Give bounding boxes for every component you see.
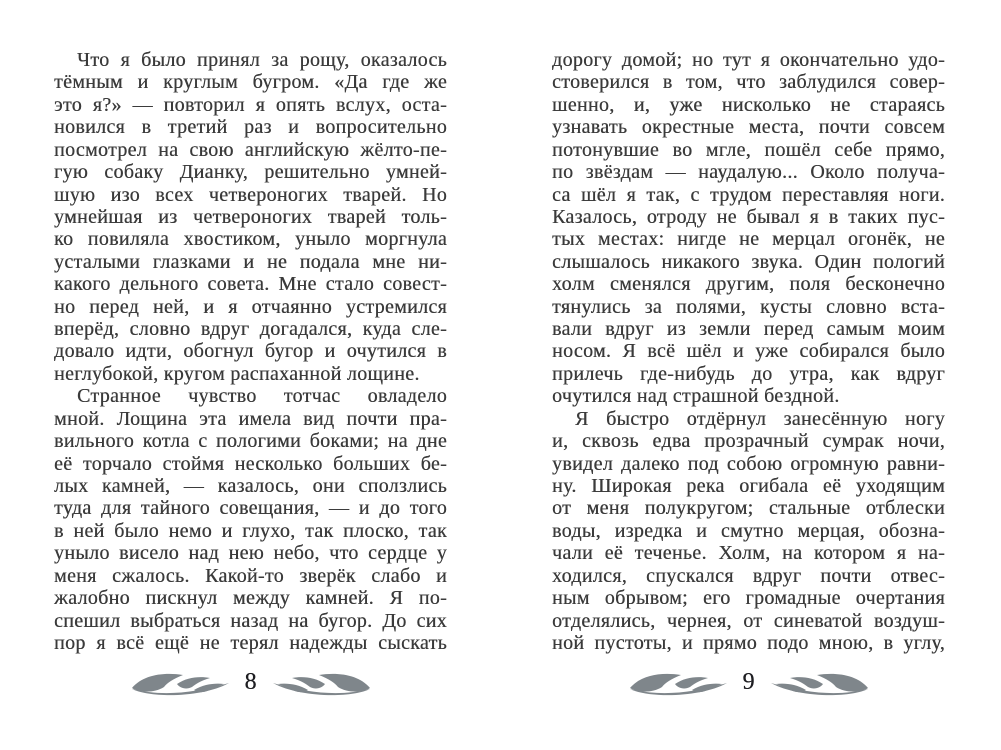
text-line: ко повиляла хвостиком, уныло моргнула [54, 228, 447, 251]
book-page-right [552, 0, 945, 750]
text-line: вильного котла с пологими боками; на дне [54, 430, 447, 453]
text-line: Что я было принял за рощу, оказалось [77, 49, 447, 71]
text-line: дорогу домой; но тут я окончательно удо- [552, 49, 945, 71]
text-line: спешил выбраться назад на бугор. До сих [54, 609, 447, 632]
text-line: это я?» — повторил я опять вслух, оста- [54, 93, 447, 116]
text-line: прилечь где-нибудь до утра, как вдруг [552, 362, 945, 385]
text-line: жалобно пискнул между камней. Я по- [54, 587, 447, 610]
text-line: новился в третий раз и вопросительно [54, 116, 447, 139]
page-footer-left [54, 664, 447, 704]
book-page-left [54, 0, 447, 750]
text-line: ну. Широкая река огибала её уходящим [552, 475, 945, 498]
text-line: шую изо всех четвероногих тварей. Но [54, 183, 447, 206]
text-line: вперёд, словно вдруг догадался, куда сле- [54, 318, 447, 341]
text-line: в ней было немо и глухо, так плоско, так [54, 519, 447, 542]
text-line: пор я всё ещё не терял надежды сыскать [54, 631, 447, 654]
text-line: усталыми глазками и не подала мне ни- [54, 250, 447, 273]
text-line: увидел далеко под собою огромную равни- [552, 452, 945, 475]
text-line: лых камней, — казалось, они сползлись [54, 475, 447, 498]
text-line: тёмным и круглым бугром. «Да где же [54, 71, 447, 94]
page-number-right: 9 [742, 669, 755, 695]
flourish-left-icon [628, 671, 730, 697]
text-line: довало идти, обогнул бугор и очутился в [54, 340, 447, 363]
text-line: ной пустоты, и прямо подо мною, в углу, [552, 631, 945, 654]
flourish-right-icon [270, 671, 372, 697]
text-line: стоверился в том, что заблудился совер- [552, 71, 945, 94]
text-line: меня сжалось. Какой-то зверёк слабо и [54, 564, 447, 587]
text-line: ходился, спускался вдруг почти отвес- [552, 564, 945, 587]
page-text-left [54, 49, 447, 654]
text-line: очутился над страшной бездной. [552, 385, 840, 408]
text-line: отделялись, чернея, от синеватой воздуш- [552, 609, 945, 632]
page-footer-right [552, 664, 945, 704]
text-line: тянулись за полями, кусты словно вста- [552, 295, 945, 318]
text-line: но перед ней, и я отчаянно устремился [54, 295, 447, 318]
text-line: туда для тайного совещания, — и до того [54, 497, 447, 520]
page-number-left: 8 [244, 669, 257, 695]
page-text-right [552, 49, 945, 654]
text-line: са шёл я так, с трудом переставляя ноги. [552, 183, 945, 206]
text-line: чали её теченье. Холм, на котором я на- [552, 542, 945, 565]
text-line: и, сквозь едва прозрачный сумрак ночи, [552, 430, 945, 453]
text-line: носом. Я всё шёл и уже собирался было [552, 340, 945, 363]
text-line: по звёздам — наудалую... Около получа- [552, 161, 945, 184]
text-line: Казалось, отроду не бывал я в таких пус- [552, 205, 945, 228]
text-line: её торчало стоймя несколько больших бе- [54, 452, 447, 475]
text-line: какого дельного совета. Мне стало совест- [54, 273, 447, 296]
text-line: уныло висело над нею небо, что сердце у [54, 542, 447, 565]
text-line: слышалось никакого звука. Один пологий [552, 250, 945, 273]
text-line: узнавать окрестные места, почти совсем [552, 116, 945, 139]
text-line: мной. Лощина эта имела вид почти пра- [54, 407, 447, 430]
text-line: неглубокой, кругом распаханной лощине. [54, 362, 420, 385]
flourish-right-icon [768, 671, 870, 697]
text-line: умнейшая из четвероногих тварей толь- [54, 205, 447, 228]
text-line: от меня полукругом; стальные отблески [552, 497, 945, 520]
text-line: холм сменялся другим, поля бесконечно [552, 273, 945, 296]
text-line: тых местах: нигде не мерцал огонёк, не [552, 228, 945, 251]
flourish-left-icon [130, 671, 232, 697]
text-line: гую собаку Дианку, решительно умней- [54, 161, 447, 184]
text-line: шенно, и, уже нисколько не стараясь [552, 93, 945, 116]
text-line: ным обрывом; его громадные очертания [552, 587, 945, 610]
text-line: Я быстро отдёрнул занесённую ногу [575, 407, 945, 430]
text-line: посмотрел на свою английскую жёлто-пе- [54, 138, 447, 161]
text-line: Странное чувство тотчас овладело [77, 385, 447, 408]
text-line: потонувшие во мгле, пошёл себе прямо, [552, 138, 945, 161]
text-line: воды, изредка и смутно мерцая, обозна- [552, 519, 945, 542]
text-line: вали вдруг из земли перед самым моим [552, 318, 945, 341]
